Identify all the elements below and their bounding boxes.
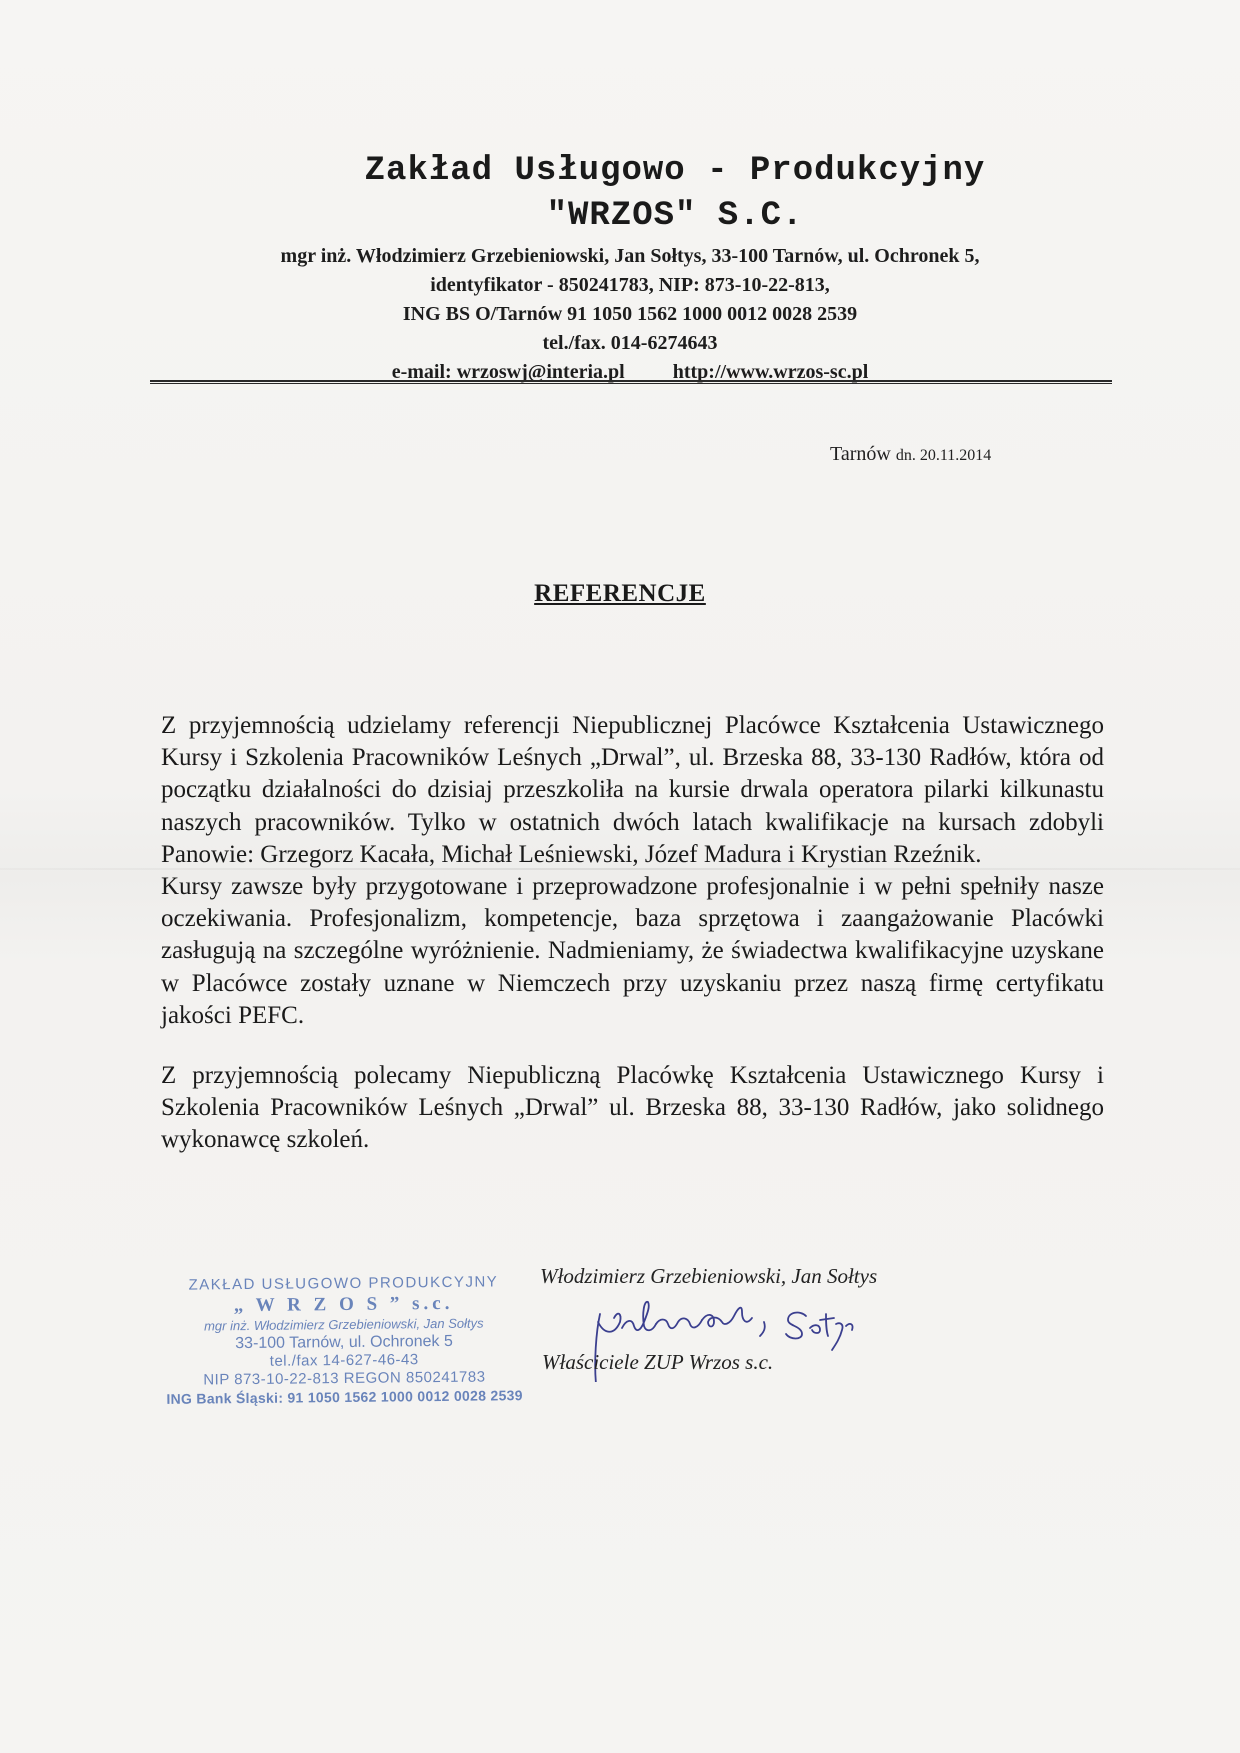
signatory-names: Włodzimierz Grzebieniowski, Jan Sołtys [540,1264,878,1288]
letterhead-website: http://www.wrzos-sc.pl [672,361,869,383]
letterhead-name: "WRZOS" S.C. [546,197,804,235]
letter-heading: REFERENCJE [534,580,706,607]
letter-date [830,443,991,466]
stamp-line-2: „ W R Z O S ” s.c. [233,1292,454,1317]
date-place: Tarnów [830,443,891,465]
stamp-line-7: ING Bank Śląski: 91 1050 1562 1000 0012 0028 2539 [166,1387,523,1407]
signature-block [538,1264,958,1374]
letterhead-owners-address: mgr inż. Włodzimierz Grzebieniowski, Jan Sołtys, 33-100 Tarnów, ul. Ochronek 5, [280,245,980,267]
company-stamp [164,1272,523,1408]
letterhead [150,148,1110,387]
body-paragraph-2: Kursy zawsze były przygotowane i przeprowadzone profesjonalnie i w pełni spełniły nasze oczekiwania. Profesjonalizm, kompetencje, baza sprzętowa i zaangażowanie Placówki zasługują na szczególne wyróżnienie. Nadmieniamy, że świadectwa kwalifikacyjne uzyskane w Placówce zostały uznane w Niemczech przy uzyskaniu przez naszą firmę certyfikatu jakości PEFC. [161,873,1104,1029]
letterhead-company: Zakład Usługowo - Produkcyjny [364,152,986,190]
stamp-line-1: ZAKŁAD USŁUGOWO PRODUKCYJNY [188,1273,499,1294]
owners-title: Właściciele ZUP Wrzos s.c. [542,1350,774,1374]
stamp-line-5: tel./fax 14-627-46-43 [269,1351,419,1370]
letterhead-email: e-mail: wrzoswj@interia.pl [391,361,625,383]
stamp-line-4: 33-100 Tarnów, ul. Ochronek 5 [235,1332,453,1353]
stamp-line-6: NIP 873-10-22-813 REGON 850241783 [203,1368,486,1389]
date-value: dn. 20.11.2014 [895,447,992,464]
letterhead-bank-account: ING BS O/Tarnów 91 1050 1562 1000 0012 0028 2539 [402,303,858,325]
letterhead-rule [150,380,1112,384]
body-paragraph-1: Z przyjemnością udzielamy referencji Niepublicznej Placówce Kształcenia Ustawicznego Kursy i Szkolenia Pracowników Leśnych „Drwal”, ul. Brzeska 88, 33-130 Radłów, która od początku działalności do dzisiaj przeszkoliła na kursie drwala operatora pilarki kilkunastu naszych pracowników. Tylko w ostatnich dwóch latach kwalifikacje na kursach zdobyli Panowie: Grzegorz Kacała, Michał Leśniewski, Józef Madura i Krystian Rzeźnik. [161,712,1104,868]
stamp-line-3: mgr inż. Włodzimierz Grzebieniowski, Jan Sołtys [203,1315,484,1334]
body-paragraph-3: Z przyjemnością polecamy Niepubliczną Placówkę Kształcenia Ustawicznego Kursy i Szkolenia Pracowników Leśnych „Drwal” ul. Brzeska 88, 33-130 Radłów, jako solidnego wykonawcę szkoleń. [161,1062,1104,1154]
letterhead-identifiers: identyfikator - 850241783, NIP: 873-10-22-813, [430,274,830,296]
letter-body [161,710,1104,1157]
letterhead-phone: tel./fax. 014-6274643 [542,332,718,354]
